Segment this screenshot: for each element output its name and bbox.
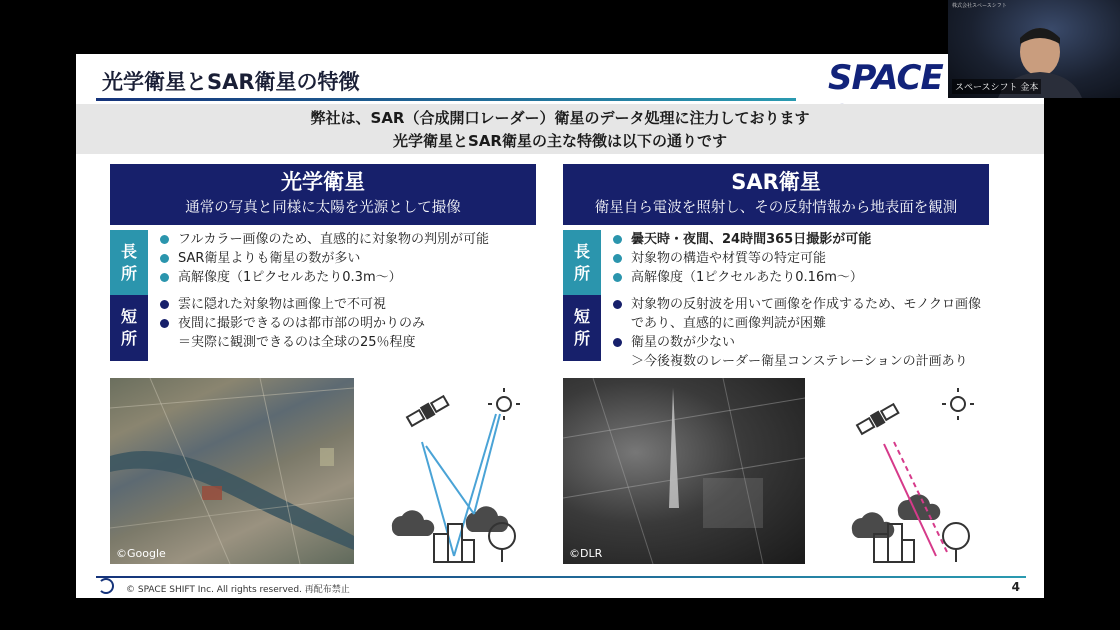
satellite-icon bbox=[856, 402, 899, 435]
bullet-icon bbox=[160, 319, 169, 328]
list-note: ＞今後複数のレーダー衛星コンステレーションの計画あり bbox=[631, 354, 968, 369]
bullet-icon bbox=[160, 235, 169, 244]
list-item: 夜間に撮影できるのは都市部の明かりのみ bbox=[158, 314, 536, 333]
company-logo: SPACE bbox=[828, 58, 943, 98]
slide-title: 光学衛星とSAR衛星の特徴 bbox=[102, 70, 360, 94]
reflected-ray bbox=[422, 442, 454, 556]
banner-line-2: 光学衛星とSAR衛星の主な特徴は以下の通りです bbox=[393, 132, 727, 150]
optical-satellite-photo bbox=[110, 378, 354, 564]
intro-banner bbox=[76, 104, 1044, 154]
cloud-icon bbox=[392, 510, 434, 536]
footer-logo-icon bbox=[98, 578, 114, 594]
photo-credit: ©Google bbox=[116, 547, 166, 560]
bullet-icon bbox=[160, 273, 169, 282]
photo-credit: ©DLR bbox=[569, 547, 603, 560]
bullet-icon bbox=[160, 300, 169, 309]
presentation-slide bbox=[76, 54, 1044, 598]
bullet-icon bbox=[613, 300, 622, 309]
list-item: 雲に隠れた対象物は画像上で不可視 bbox=[158, 295, 536, 314]
tag-char: 短 bbox=[120, 307, 137, 326]
tag-char: 所 bbox=[120, 264, 137, 283]
tag-char: 短 bbox=[573, 307, 590, 326]
optical-subheading: 通常の写真と同様に太陽を光源として撮像 bbox=[185, 200, 461, 216]
list-item: 高解像度（1ピクセルあたり0.3m～） bbox=[158, 268, 536, 287]
optical-illustration bbox=[386, 384, 526, 564]
bullet-icon bbox=[613, 273, 622, 282]
tag-char: 所 bbox=[573, 329, 590, 348]
sar-disadvantages bbox=[563, 295, 989, 371]
sar-satellite-photo bbox=[563, 378, 805, 564]
webcam-video-tile[interactable] bbox=[948, 0, 1120, 98]
satellite-icon bbox=[406, 394, 449, 427]
list-item: 高解像度（1ピクセルあたり0.16m～） bbox=[611, 268, 989, 287]
buildings-icon bbox=[434, 524, 474, 562]
sar-panel bbox=[563, 164, 989, 371]
optical-header bbox=[110, 164, 536, 225]
tag-char: 長 bbox=[573, 242, 590, 261]
bullet-icon bbox=[160, 254, 169, 263]
optical-disadvantages bbox=[110, 295, 536, 352]
optical-panel bbox=[110, 164, 536, 352]
sar-subheading: 衛星自ら電波を照射し、その反射情報から地表面を観測 bbox=[594, 200, 958, 216]
list-item: フルカラー画像のため、直感的に対象物の判別が可能 bbox=[158, 230, 536, 249]
advantage-tag bbox=[563, 230, 601, 296]
city-map-texture bbox=[110, 378, 354, 564]
title-underline bbox=[96, 98, 796, 101]
tree-icon bbox=[943, 523, 969, 562]
list-continuation: であり、直感的に画像判読が困難 bbox=[631, 316, 827, 331]
disadvantage-tag bbox=[563, 295, 601, 361]
sar-illustration bbox=[844, 384, 984, 564]
participant-name: スペースシフト 金本 bbox=[952, 79, 1041, 94]
list-item: 曇天時・夜間、24時間365日撮影が可能 bbox=[611, 230, 989, 249]
optical-advantages bbox=[110, 230, 536, 287]
optical-heading: 光学衛星 bbox=[281, 170, 365, 194]
bullet-icon bbox=[613, 338, 622, 347]
banner-line-1: 弊社は、SAR（合成開口レーダー）衛星のデータ処理に注力しております bbox=[310, 109, 810, 127]
list-item: 対象物の反射波を用いて画像を作成するため、モノクロ画像 bbox=[611, 295, 989, 314]
advantage-tag bbox=[110, 230, 148, 296]
bullet-icon bbox=[613, 235, 622, 244]
light-ray bbox=[474, 414, 500, 514]
list-item: 衛星の数が少ない bbox=[611, 333, 989, 352]
disadvantage-tag bbox=[110, 295, 148, 361]
cam-corner-text: 株式会社スペースシフト bbox=[952, 3, 1007, 9]
sar-header bbox=[563, 164, 989, 225]
sar-texture bbox=[563, 378, 805, 564]
footer-divider bbox=[96, 576, 1026, 578]
page-number: 4 bbox=[1011, 580, 1020, 594]
list-item: 対象物の構造や材質等の特定可能 bbox=[611, 249, 989, 268]
sar-heading: SAR衛星 bbox=[731, 170, 821, 194]
tag-char: 所 bbox=[120, 329, 137, 348]
sun-icon bbox=[488, 388, 520, 420]
list-note: ＝実際に観測できるのは全球の25％程度 bbox=[178, 335, 416, 350]
list-item: SAR衛星よりも衛星の数が多い bbox=[158, 249, 536, 268]
tag-char: 長 bbox=[120, 242, 137, 261]
bullet-icon bbox=[613, 254, 622, 263]
sar-advantages bbox=[563, 230, 989, 287]
sun-icon bbox=[942, 388, 974, 420]
copyright-footer: © SPACE SHIFT Inc. All rights reserved. 再配布禁止 bbox=[126, 585, 350, 595]
cloud-icon bbox=[898, 494, 940, 520]
tag-char: 所 bbox=[573, 264, 590, 283]
